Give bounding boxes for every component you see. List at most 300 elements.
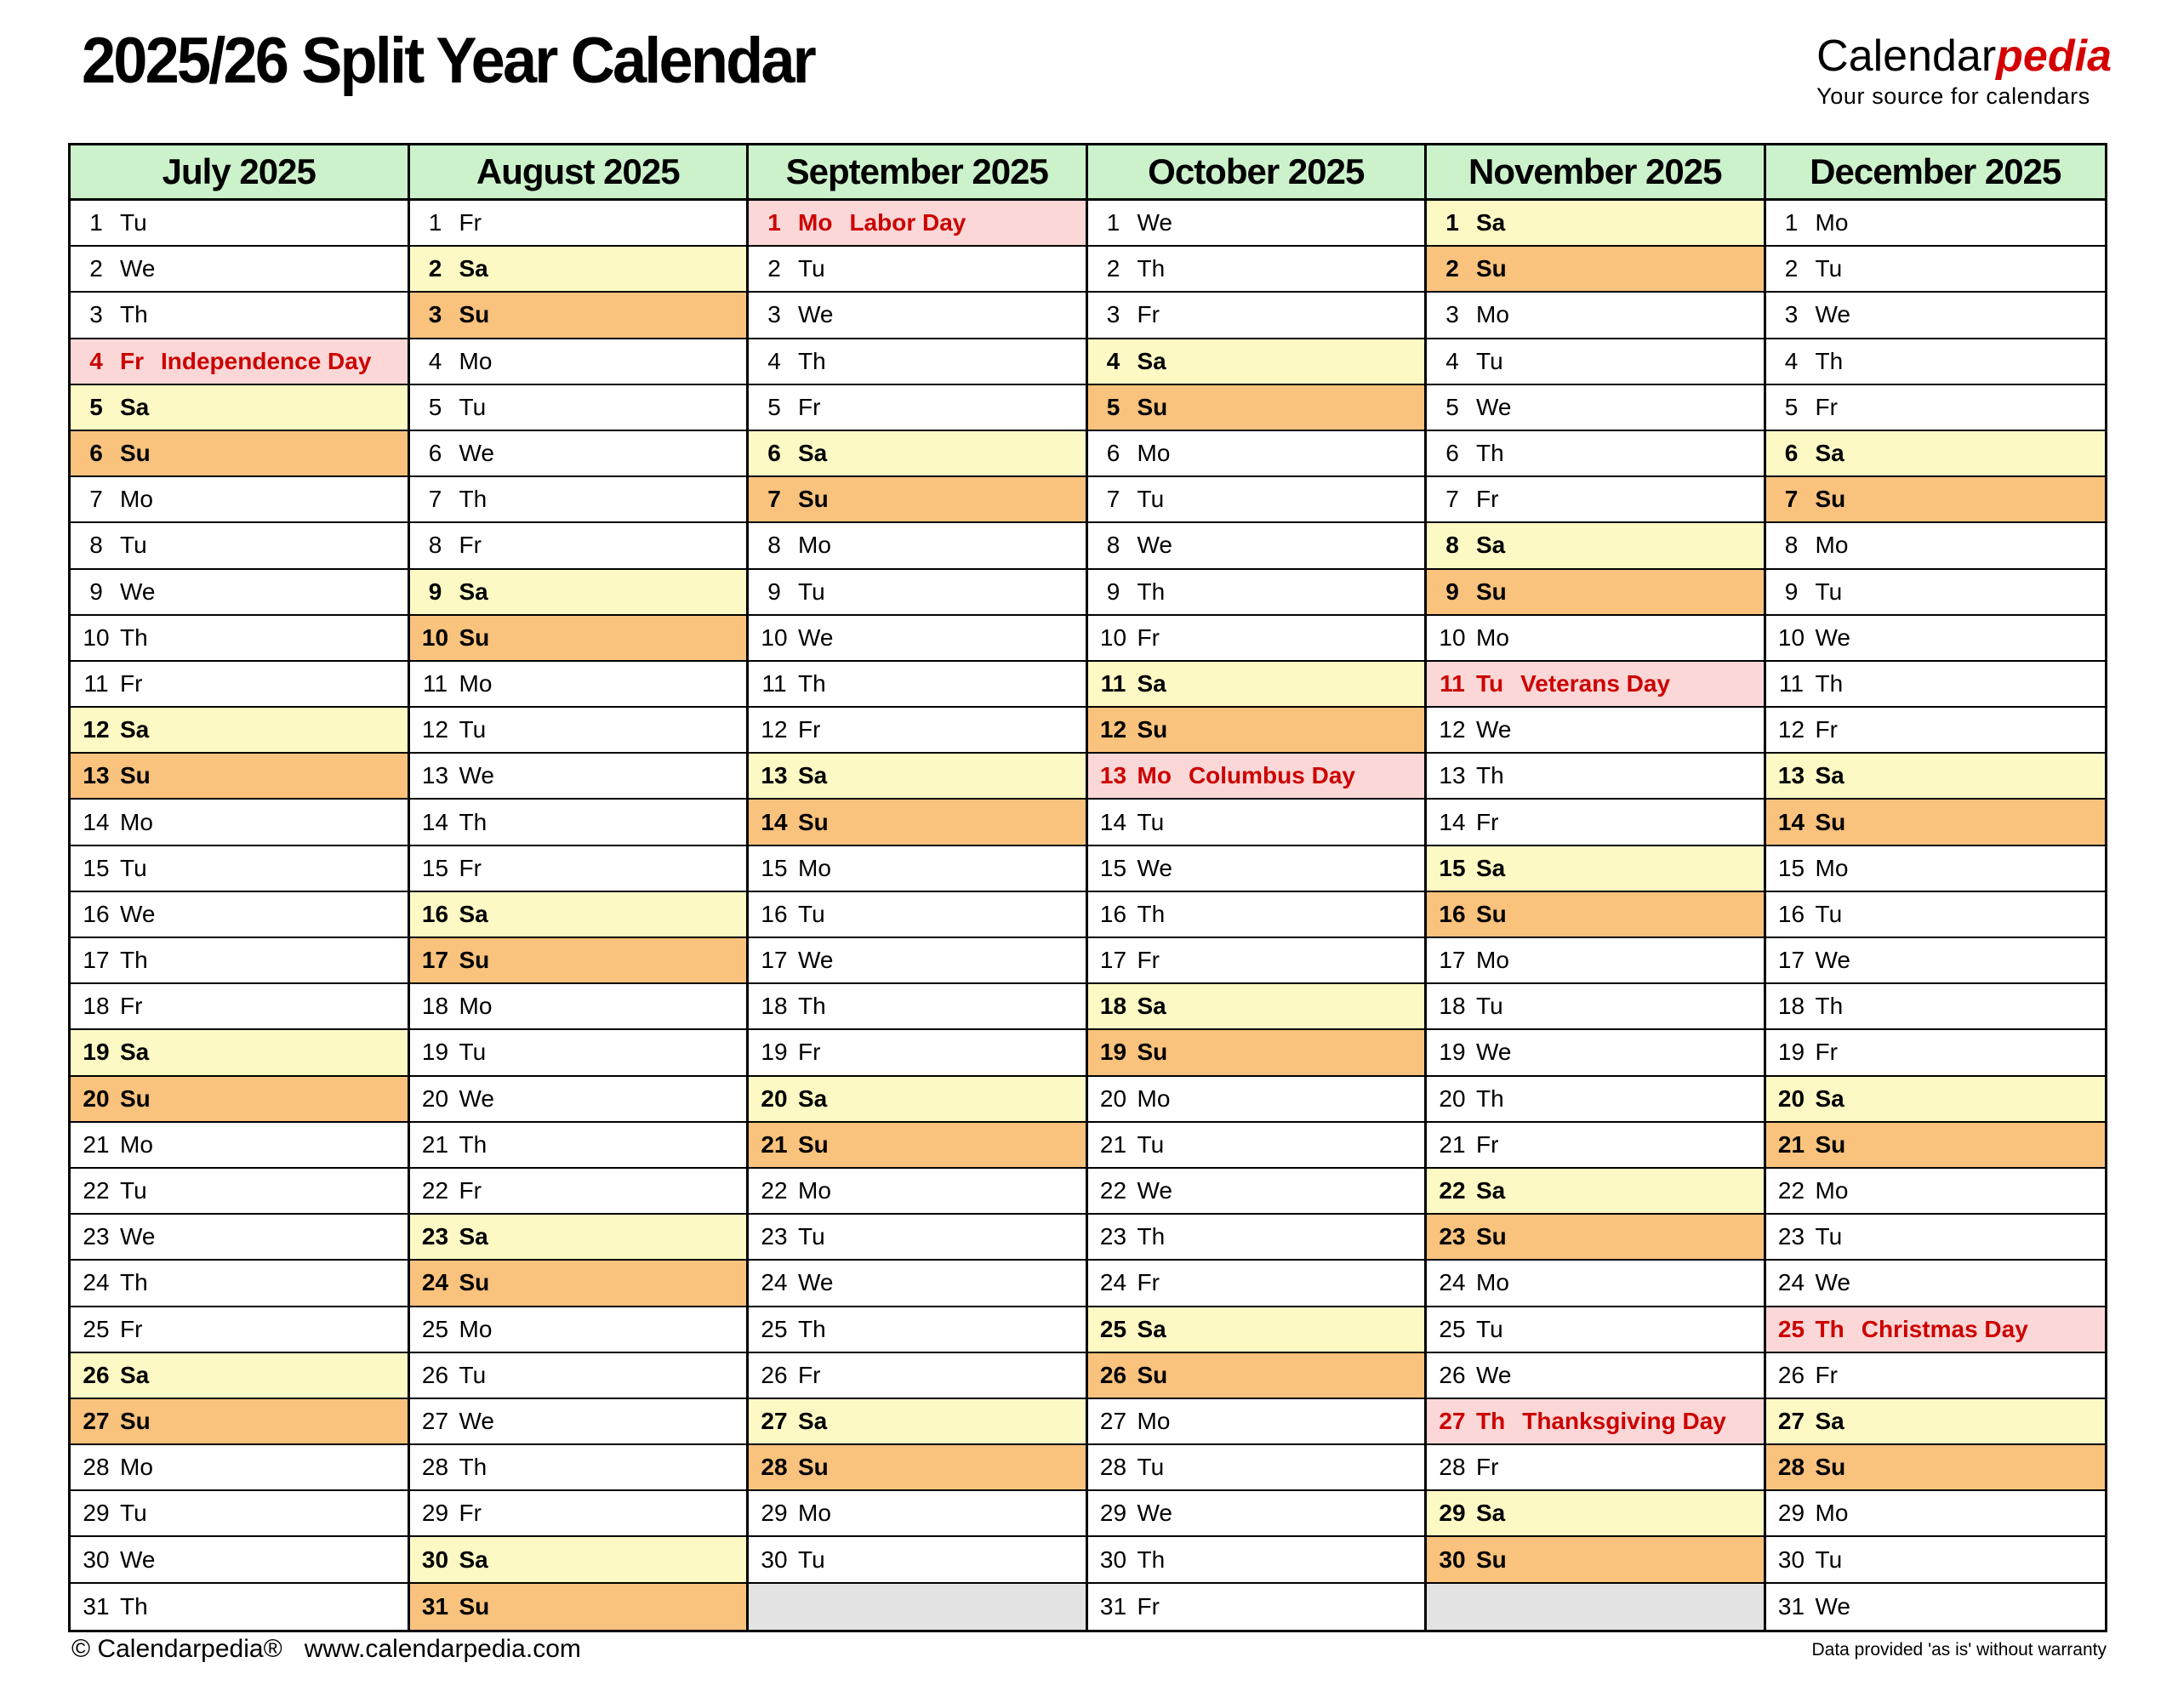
weekday-abbr: We	[798, 947, 834, 974]
month-header-november: November 2025	[1427, 145, 1766, 201]
weekday-abbr: Th	[1476, 1407, 1506, 1434]
day-cell-august-7	[410, 477, 750, 523]
day-cell-december-4	[1766, 339, 2106, 385]
weekday-abbr: Fr	[459, 209, 482, 236]
day-number: 4	[1106, 347, 1120, 374]
day-number: 14	[1099, 808, 1127, 835]
day-cell-october-10	[1088, 616, 1428, 662]
day-cell-november-24	[1427, 1261, 1766, 1307]
weekday-abbr: Mo	[459, 347, 493, 374]
weekday-abbr: Th	[1815, 669, 1844, 697]
day-cell-july-13	[71, 754, 410, 800]
weekday-abbr: Mo	[1476, 623, 1509, 651]
day-number: 11	[422, 669, 448, 697]
weekday-abbr: Th	[459, 1130, 487, 1158]
weekday-abbr: Sa	[459, 1546, 488, 1573]
day-number: 25	[1439, 1315, 1466, 1342]
day-cell-october-24	[1088, 1261, 1428, 1307]
day-number: 9	[1784, 578, 1799, 605]
day-cell-november-2	[1427, 247, 1766, 293]
day-cell-september-1	[749, 201, 1088, 247]
weekday-abbr: We	[459, 440, 494, 467]
weekday-abbr: Sa	[1137, 1315, 1166, 1342]
day-number: 15	[1439, 854, 1466, 881]
weekday-abbr: We	[1476, 393, 1512, 420]
weekday-abbr: We	[459, 1085, 494, 1112]
day-cell-august-14	[410, 800, 750, 845]
day-number: 21	[421, 1130, 449, 1158]
day-cell-november-12	[1427, 708, 1766, 754]
day-cell-november-1	[1427, 201, 1766, 247]
day-cell-december-27	[1766, 1399, 2106, 1445]
weekday-abbr: Su	[1137, 1361, 1168, 1388]
day-number: 17	[761, 947, 788, 974]
weekday-abbr: Tu	[1476, 1315, 1503, 1342]
day-number: 15	[761, 854, 788, 881]
weekday-abbr: Su	[798, 808, 829, 835]
day-number: 2	[1445, 255, 1459, 282]
day-cell-july-8	[71, 523, 410, 569]
day-cell-august-1	[410, 201, 750, 247]
day-number: 18	[1777, 993, 1805, 1020]
weekday-abbr: Th	[1137, 255, 1166, 282]
day-cell-july-24	[71, 1261, 410, 1307]
day-cell-november-6	[1427, 431, 1766, 477]
day-cell-september-24	[749, 1261, 1088, 1307]
day-number: 30	[761, 1546, 788, 1573]
day-number: 31	[421, 1592, 449, 1620]
day-cell-november-30	[1427, 1537, 1766, 1583]
weekday-abbr: Mo	[1476, 301, 1509, 328]
day-cell-september-20	[749, 1077, 1088, 1123]
weekday-abbr: Mo	[120, 1130, 153, 1158]
day-cell-november-19	[1427, 1030, 1766, 1076]
day-cell-december-25	[1766, 1307, 2106, 1353]
day-cell-august-21	[410, 1123, 750, 1169]
day-number: 22	[1777, 1177, 1805, 1204]
day-cell-december-11	[1766, 662, 2106, 708]
day-cell-october-18	[1088, 984, 1428, 1030]
weekday-abbr: Su	[120, 1085, 151, 1112]
day-number: 21	[1777, 1130, 1805, 1158]
weekday-abbr: Fr	[1137, 1592, 1160, 1620]
weekday-abbr: We	[459, 762, 494, 789]
day-cell-october-22	[1088, 1169, 1428, 1215]
day-number: 24	[1777, 1269, 1805, 1296]
day-cell-december-17	[1766, 938, 2106, 984]
weekday-abbr: Sa	[1137, 669, 1166, 697]
day-cell-july-12	[71, 708, 410, 754]
day-cell-november-21	[1427, 1123, 1766, 1169]
weekday-abbr: Su	[1476, 1546, 1507, 1573]
day-number: 21	[83, 1130, 110, 1158]
day-number: 29	[421, 1500, 449, 1527]
weekday-abbr: Fr	[1137, 1269, 1160, 1296]
day-number: 13	[1439, 762, 1466, 789]
day-cell-september-28	[749, 1445, 1088, 1491]
day-number: 6	[428, 440, 442, 467]
day-cell-december-18	[1766, 984, 2106, 1030]
day-cell-december-24	[1766, 1261, 2106, 1307]
day-cell-november-4	[1427, 339, 1766, 385]
weekday-abbr: Th	[1815, 347, 1844, 374]
day-cell-october-27	[1088, 1399, 1428, 1445]
day-cell-august-6	[410, 431, 750, 477]
day-number: 22	[1439, 1177, 1466, 1204]
day-cell-october-31	[1088, 1584, 1428, 1630]
day-number: 2	[428, 255, 442, 282]
day-number: 16	[421, 900, 449, 927]
day-number: 2	[767, 255, 781, 282]
day-number: 7	[1106, 486, 1120, 513]
day-cell-september-19	[749, 1030, 1088, 1076]
calendar-table	[68, 143, 2107, 1632]
day-cell-july-23	[71, 1215, 410, 1261]
day-number: 10	[1439, 623, 1466, 651]
day-number: 24	[83, 1269, 110, 1296]
weekday-abbr: Mo	[1137, 1407, 1171, 1434]
day-cell-october-13	[1088, 754, 1428, 800]
day-cell-october-15	[1088, 846, 1428, 892]
day-number: 29	[1439, 1500, 1466, 1527]
day-number: 7	[767, 486, 781, 513]
weekday-abbr: Fr	[1476, 1130, 1499, 1158]
day-number: 2	[1784, 255, 1799, 282]
day-number: 31	[1099, 1592, 1127, 1620]
day-cell-november-22	[1427, 1169, 1766, 1215]
day-cell-december-15	[1766, 846, 2106, 892]
day-number: 20	[83, 1085, 110, 1112]
weekday-abbr: Su	[1137, 1039, 1168, 1066]
weekday-abbr: Mo	[1815, 1177, 1849, 1204]
day-cell-july-27	[71, 1399, 410, 1445]
weekday-abbr: Tu	[1137, 1454, 1165, 1481]
weekday-abbr: Tu	[1137, 1130, 1165, 1158]
weekday-abbr: Su	[120, 762, 151, 789]
day-cell-december-7	[1766, 477, 2106, 523]
day-number: 24	[1099, 1269, 1127, 1296]
day-cell-september-9	[749, 570, 1088, 616]
day-cell-october-30	[1088, 1537, 1428, 1583]
weekday-abbr: Mo	[798, 209, 833, 236]
weekday-abbr: Th	[1815, 993, 1844, 1020]
weekday-abbr: Tu	[798, 578, 825, 605]
weekday-abbr: Fr	[1137, 301, 1160, 328]
weekday-abbr: Sa	[120, 716, 150, 743]
weekday-abbr: We	[1476, 1361, 1512, 1388]
day-cell-august-28	[410, 1445, 750, 1491]
day-number: 24	[421, 1269, 449, 1296]
day-cell-october-17	[1088, 938, 1428, 984]
weekday-abbr: We	[1815, 623, 1850, 651]
day-cell-august-12	[410, 708, 750, 754]
day-number: 23	[761, 1223, 788, 1250]
weekday-abbr: We	[1476, 1039, 1512, 1066]
day-cell-december-14	[1766, 800, 2106, 845]
weekday-abbr: Mo	[1137, 1085, 1171, 1112]
day-cell-july-7	[71, 477, 410, 523]
weekday-abbr: Fr	[1815, 716, 1838, 743]
day-number: 6	[1445, 440, 1459, 467]
day-cell-december-22	[1766, 1169, 2106, 1215]
day-cell-september-22	[749, 1169, 1088, 1215]
day-cell-october-20	[1088, 1077, 1428, 1123]
day-cell-september-26	[749, 1353, 1088, 1399]
day-cell-september-15	[749, 846, 1088, 892]
day-cell-september-18	[749, 984, 1088, 1030]
day-number: 20	[1777, 1085, 1805, 1112]
day-number: 28	[1099, 1454, 1127, 1481]
month-header-september: September 2025	[749, 145, 1088, 201]
day-cell-august-19	[410, 1030, 750, 1076]
day-number: 10	[1777, 623, 1805, 651]
day-number: 19	[1099, 1039, 1127, 1066]
holiday-label: Labor Day	[849, 209, 966, 236]
weekday-abbr: Sa	[798, 762, 828, 789]
day-cell-december-1	[1766, 201, 2106, 247]
day-cell-july-20	[71, 1077, 410, 1123]
day-number: 23	[421, 1223, 449, 1250]
day-cell-december-5	[1766, 385, 2106, 431]
day-cell-august-8	[410, 523, 750, 569]
day-number: 10	[761, 623, 788, 651]
day-cell-august-24	[410, 1261, 750, 1307]
weekday-abbr: Mo	[1815, 532, 1849, 559]
weekday-abbr: Fr	[1815, 1039, 1838, 1066]
weekday-abbr: Su	[1137, 393, 1168, 420]
day-cell-july-9	[71, 570, 410, 616]
day-cell-september-21	[749, 1123, 1088, 1169]
day-number: 7	[89, 486, 103, 513]
day-number: 9	[767, 578, 781, 605]
day-cell-july-16	[71, 892, 410, 938]
weekday-abbr: Su	[459, 623, 490, 651]
day-cell-november-29	[1427, 1491, 1766, 1537]
day-cell-november-7	[1427, 477, 1766, 523]
weekday-abbr: Tu	[798, 1223, 825, 1250]
day-cell-october-1	[1088, 201, 1428, 247]
weekday-abbr: We	[120, 900, 156, 927]
weekday-abbr: Tu	[1137, 808, 1165, 835]
day-cell-december-13	[1766, 754, 2106, 800]
weekday-abbr: Sa	[1815, 1407, 1844, 1434]
day-cell-october-7	[1088, 477, 1428, 523]
day-number: 30	[421, 1546, 449, 1573]
weekday-abbr: Sa	[1815, 762, 1844, 789]
weekday-abbr: Tu	[120, 209, 147, 236]
day-number: 26	[83, 1361, 110, 1388]
weekday-abbr: Fr	[120, 347, 144, 374]
day-number: 5	[1445, 393, 1459, 420]
day-number: 11	[83, 669, 109, 697]
day-number: 16	[83, 900, 110, 927]
day-cell-july-26	[71, 1353, 410, 1399]
day-number: 26	[1439, 1361, 1466, 1388]
day-number: 19	[1777, 1039, 1805, 1066]
weekday-abbr: Su	[459, 1592, 490, 1620]
day-cell-october-25	[1088, 1307, 1428, 1353]
weekday-abbr: Sa	[1476, 1500, 1506, 1527]
day-number: 4	[1784, 347, 1799, 374]
day-number: 31	[83, 1592, 110, 1620]
day-cell-october-28	[1088, 1445, 1428, 1491]
weekday-abbr: We	[798, 301, 834, 328]
day-number: 10	[1099, 623, 1127, 651]
weekday-abbr: Sa	[798, 1407, 828, 1434]
weekday-abbr: Th	[120, 947, 148, 974]
weekday-abbr: Th	[1137, 1223, 1166, 1250]
weekday-abbr: Th	[120, 623, 148, 651]
weekday-abbr: Tu	[459, 1361, 487, 1388]
day-number: 12	[421, 716, 449, 743]
weekday-abbr: Sa	[798, 440, 828, 467]
day-cell-november-20	[1427, 1077, 1766, 1123]
day-cell-august-22	[410, 1169, 750, 1215]
weekday-abbr: Sa	[1476, 209, 1506, 236]
day-number: 10	[421, 623, 449, 651]
day-cell-july-11	[71, 662, 410, 708]
day-number: 18	[1099, 993, 1127, 1020]
day-number: 12	[1099, 716, 1127, 743]
day-number: 18	[1439, 993, 1466, 1020]
weekday-abbr: Su	[120, 1407, 151, 1434]
day-number: 11	[1440, 669, 1465, 697]
weekday-abbr: Th	[1137, 900, 1166, 927]
day-cell-july-18	[71, 984, 410, 1030]
calendarpedia-logo	[1816, 31, 2112, 110]
day-cell-august-17	[410, 938, 750, 984]
empty-cell-november	[1427, 1584, 1766, 1630]
day-number: 15	[1777, 854, 1805, 881]
weekday-abbr: Mo	[459, 1315, 493, 1342]
day-number: 12	[761, 716, 788, 743]
weekday-abbr: Mo	[1137, 440, 1171, 467]
day-number: 28	[421, 1454, 449, 1481]
day-cell-december-20	[1766, 1077, 2106, 1123]
day-number: 29	[83, 1500, 110, 1527]
weekday-abbr: We	[120, 1223, 156, 1250]
day-cell-september-12	[749, 708, 1088, 754]
day-number: 25	[761, 1315, 788, 1342]
day-number: 6	[767, 440, 781, 467]
day-number: 26	[421, 1361, 449, 1388]
day-cell-november-9	[1427, 570, 1766, 616]
day-cell-december-8	[1766, 523, 2106, 569]
weekday-abbr: Su	[1476, 1223, 1507, 1250]
weekday-abbr: Fr	[1137, 623, 1160, 651]
weekday-abbr: Fr	[459, 1500, 482, 1527]
weekday-abbr: Fr	[1476, 808, 1499, 835]
weekday-abbr: Sa	[1476, 854, 1506, 881]
day-cell-september-23	[749, 1215, 1088, 1261]
logo-text-pedia: pedia	[1996, 31, 2112, 81]
day-cell-october-9	[1088, 570, 1428, 616]
weekday-abbr: Sa	[798, 1085, 828, 1112]
day-number: 25	[1777, 1315, 1805, 1342]
weekday-abbr: Tu	[1137, 486, 1165, 513]
day-cell-october-2	[1088, 247, 1428, 293]
day-cell-september-14	[749, 800, 1088, 845]
day-number: 27	[1777, 1407, 1805, 1434]
weekday-abbr: Mo	[798, 532, 831, 559]
day-number: 14	[1777, 808, 1805, 835]
day-cell-august-26	[410, 1353, 750, 1399]
day-cell-september-2	[749, 247, 1088, 293]
day-number: 4	[1445, 347, 1459, 374]
weekday-abbr: Sa	[459, 255, 488, 282]
day-number: 19	[761, 1039, 788, 1066]
weekday-abbr: We	[120, 1546, 156, 1573]
day-cell-august-30	[410, 1537, 750, 1583]
day-cell-july-4	[71, 339, 410, 385]
day-cell-december-28	[1766, 1445, 2106, 1491]
holiday-label: Columbus Day	[1188, 762, 1355, 789]
weekday-abbr: Fr	[798, 393, 821, 420]
weekday-abbr: Tu	[1476, 347, 1503, 374]
day-number: 30	[1099, 1546, 1127, 1573]
day-number: 13	[1777, 762, 1805, 789]
page-title: 2025/26 Split Year Calendar	[82, 25, 814, 97]
day-number: 21	[1439, 1130, 1466, 1158]
weekday-abbr: Su	[459, 1269, 490, 1296]
weekday-abbr: Th	[120, 1592, 148, 1620]
weekday-abbr: Tu	[1476, 669, 1504, 697]
weekday-abbr: Fr	[459, 1177, 482, 1204]
day-cell-october-6	[1088, 431, 1428, 477]
day-number: 25	[83, 1315, 110, 1342]
logo-wordmark	[1816, 31, 2112, 82]
weekday-abbr: Sa	[459, 578, 488, 605]
day-cell-november-15	[1427, 846, 1766, 892]
day-cell-november-10	[1427, 616, 1766, 662]
day-number: 6	[1106, 440, 1120, 467]
weekday-abbr: Su	[459, 301, 490, 328]
day-number: 7	[1784, 486, 1799, 513]
day-cell-november-5	[1427, 385, 1766, 431]
weekday-abbr: Sa	[459, 1223, 488, 1250]
weekday-abbr: Su	[798, 1130, 829, 1158]
day-cell-november-8	[1427, 523, 1766, 569]
weekday-abbr: Fr	[798, 1039, 821, 1066]
day-number: 14	[761, 808, 788, 835]
weekday-abbr: Tu	[1815, 900, 1843, 927]
weekday-abbr: Th	[798, 1315, 826, 1342]
footer-url: www.calendarpedia.com	[304, 1635, 581, 1663]
day-number: 9	[1106, 578, 1120, 605]
weekday-abbr: Tu	[1815, 255, 1843, 282]
day-number: 7	[428, 486, 442, 513]
weekday-abbr: Mo	[120, 808, 153, 835]
day-number: 5	[767, 393, 781, 420]
day-number: 4	[428, 347, 442, 374]
day-cell-july-1	[71, 201, 410, 247]
day-number: 11	[761, 669, 787, 697]
weekday-abbr: We	[120, 255, 156, 282]
day-number: 27	[83, 1407, 110, 1434]
weekday-abbr: We	[1815, 1592, 1850, 1620]
weekday-abbr: Tu	[459, 1039, 487, 1066]
weekday-abbr: Tu	[1476, 993, 1503, 1020]
day-cell-december-21	[1766, 1123, 2106, 1169]
weekday-abbr: Th	[459, 1454, 487, 1481]
day-cell-december-30	[1766, 1537, 2106, 1583]
day-number: 16	[761, 900, 788, 927]
weekday-abbr: Fr	[120, 669, 143, 697]
day-number: 1	[89, 209, 103, 236]
day-cell-december-31	[1766, 1584, 2106, 1630]
day-number: 2	[89, 255, 103, 282]
day-cell-august-9	[410, 570, 750, 616]
